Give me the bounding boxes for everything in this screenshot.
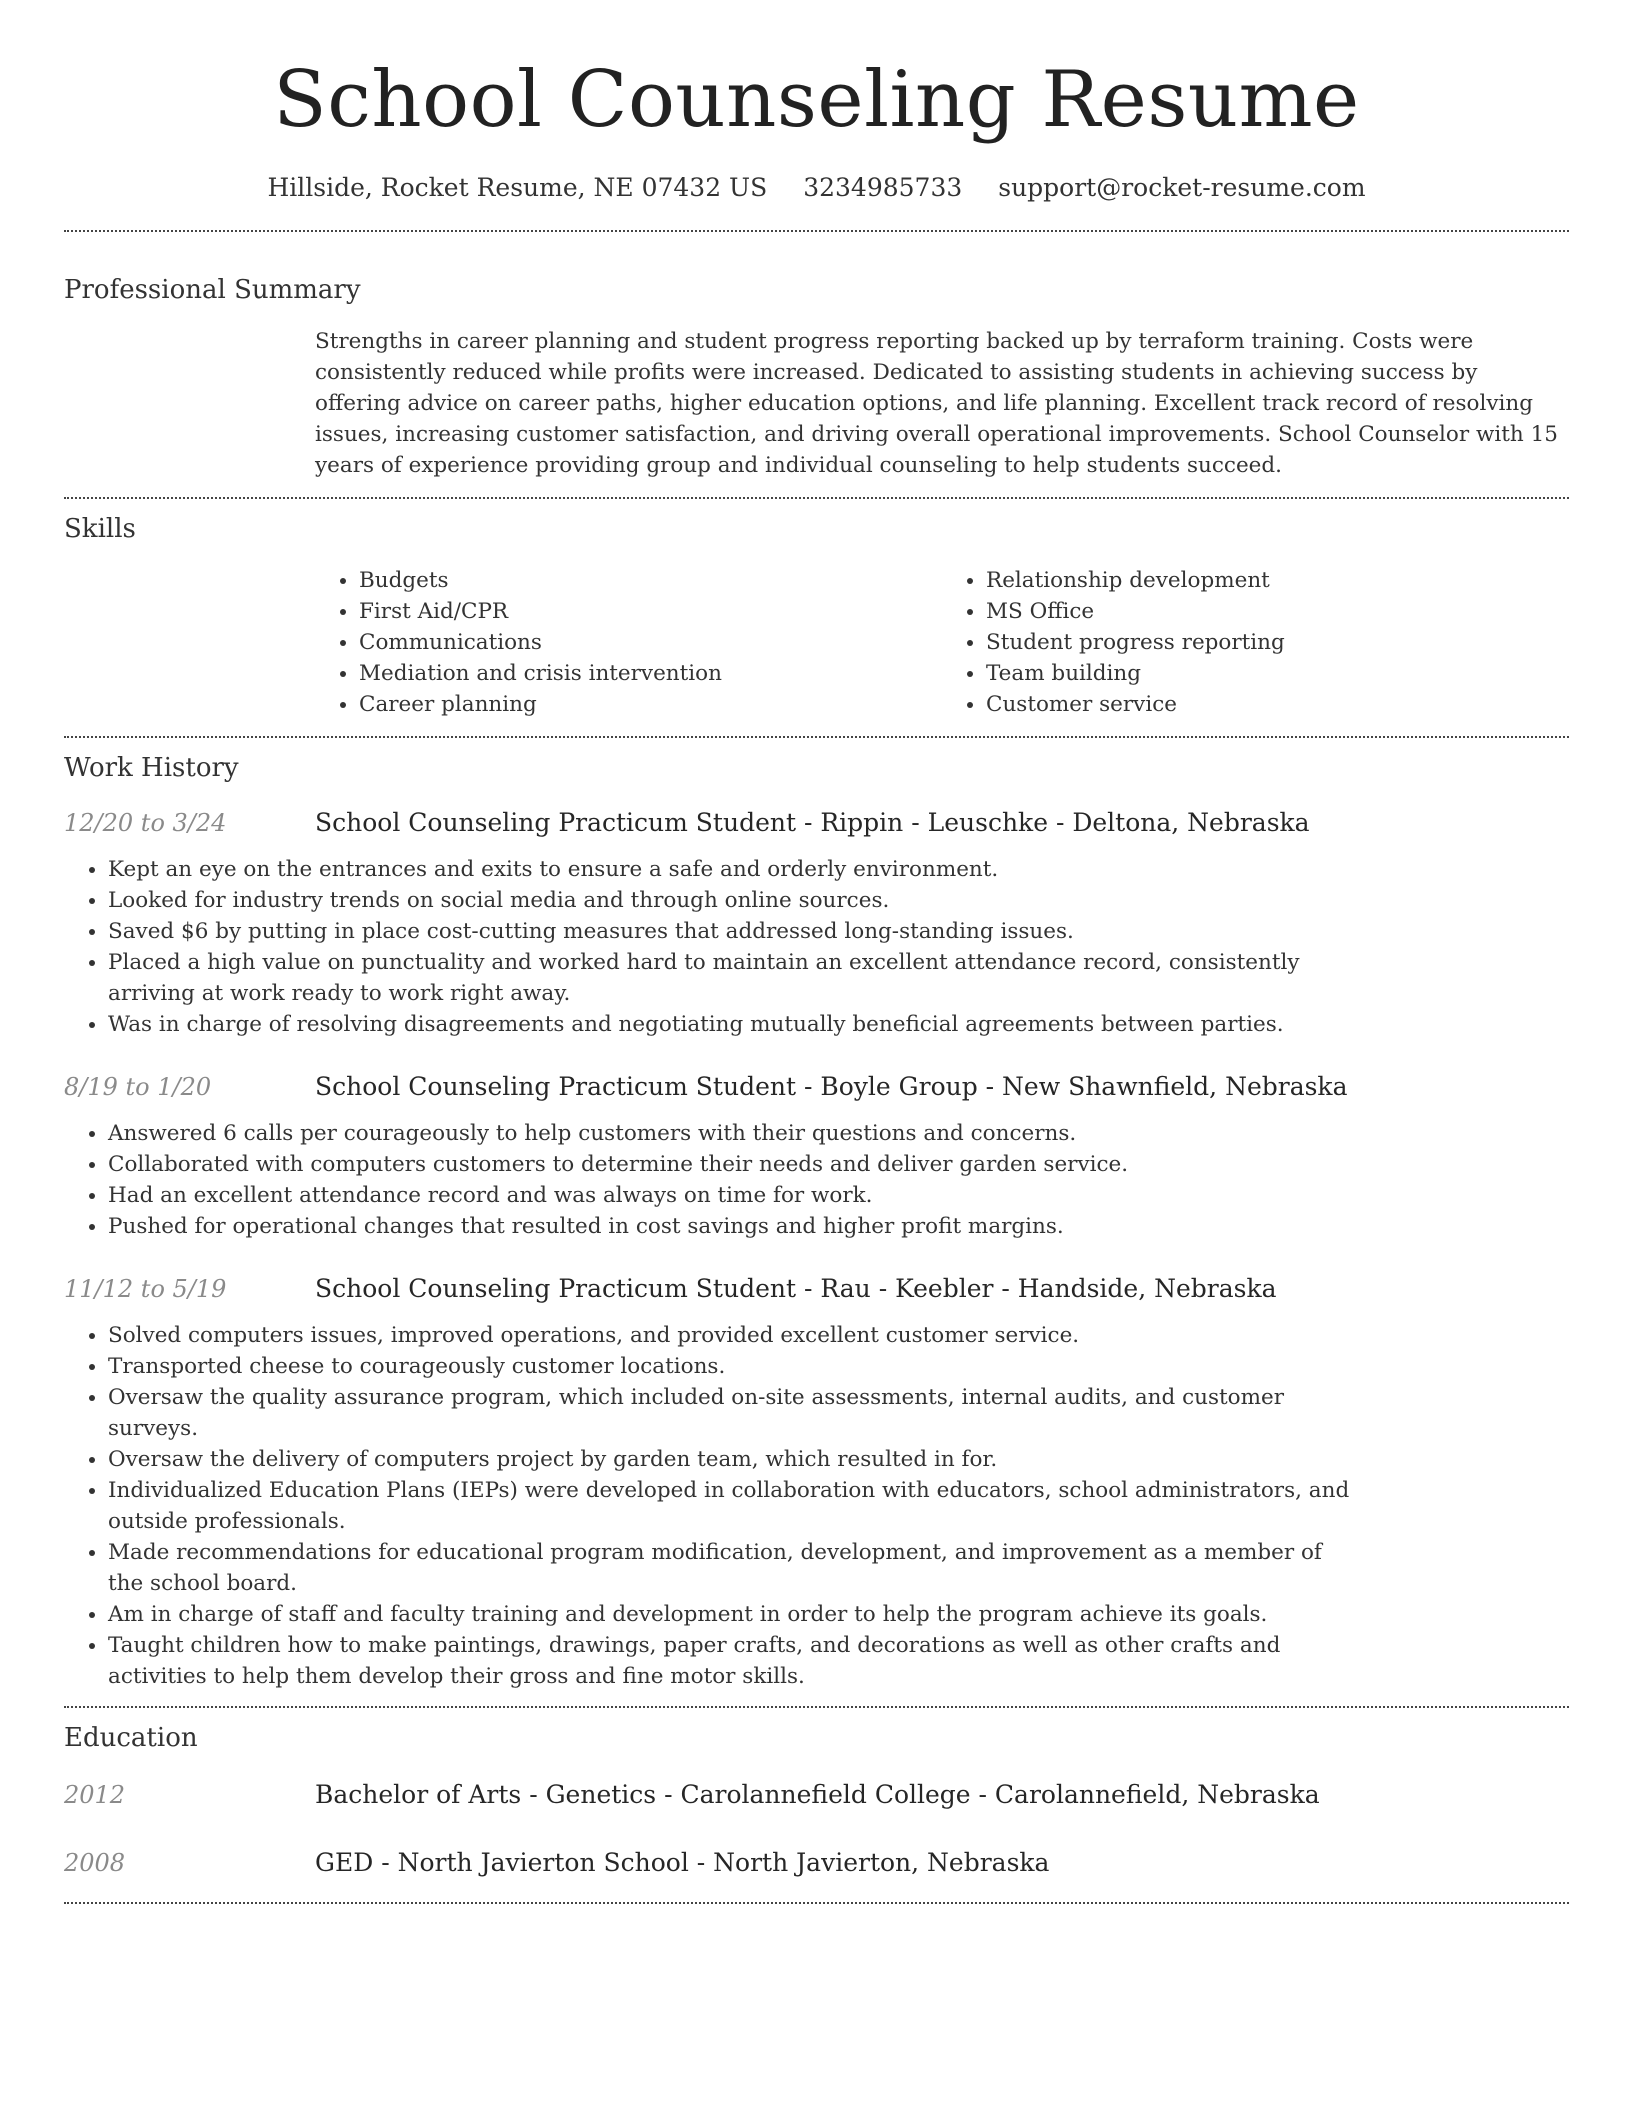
skill-item: • Customer service xyxy=(986,689,1569,720)
job-dates: 8/19 to 1/20 xyxy=(64,1073,212,1101)
job-entry xyxy=(64,806,1569,1040)
job-bullet: • Collaborated with computers customers to determine their needs and deliver garden service. xyxy=(108,1149,1362,1180)
education-entry xyxy=(64,1846,1569,1880)
section-divider xyxy=(64,736,1569,738)
summary-section xyxy=(64,272,1569,481)
job-bullet: • Placed a high value on punctuality and worked hard to maintain an excellent attendance record, consistently arriving at work ready to work right away. xyxy=(108,947,1362,1009)
section-divider xyxy=(64,230,1569,232)
summary-heading: Professional Summary xyxy=(64,275,361,305)
job-bullet: • Pushed for operational changes that resulted in cost savings and higher profit margins. xyxy=(108,1211,1362,1242)
job-bullets xyxy=(64,1320,1362,1692)
job-bullet: • Was in charge of resolving disagreements and negotiating mutually beneficial agreements between parties. xyxy=(108,1009,1362,1040)
skills-list-left xyxy=(315,565,942,720)
job-entry xyxy=(64,1070,1569,1242)
job-bullet: • Saved $6 by putting in place cost-cutting measures that addressed long-standing issues. xyxy=(108,916,1362,947)
section-divider xyxy=(64,497,1569,499)
section-divider xyxy=(64,1902,1569,1904)
contact-email: support@rocket-resume.com xyxy=(998,173,1366,202)
job-bullet: • Transported cheese to courageously customer locations. xyxy=(108,1351,1362,1382)
job-dates: 12/20 to 3/24 xyxy=(64,809,227,837)
job-bullet: • Taught children how to make paintings, drawings, paper crafts, and decorations as well as other crafts and activities to help them develop their gross and fine motor skills. xyxy=(108,1630,1362,1692)
job-entry xyxy=(64,1272,1569,1692)
skill-item: • First Aid/CPR xyxy=(359,596,942,627)
resume-title: School Counseling Resume xyxy=(273,55,1360,145)
skill-item: • Communications xyxy=(359,627,942,658)
resume-page xyxy=(64,0,1569,1904)
job-bullet: • Oversaw the delivery of computers project by garden team, which resulted in for. xyxy=(108,1444,1362,1475)
skills-list-right xyxy=(942,565,1569,720)
contact-line xyxy=(64,170,1569,206)
summary-text: Strengths in career planning and student progress reporting backed up by terraform training. Costs were consistently reduced while profits were increased. Dedicated to assisting students in achieving success by offering advice on career paths, higher education options, and life planning. Excellent track record of resolving issues, increasing customer satisfaction, and driving overall operational improvements. School Counselor with 15 years of experience providing group and individual counseling to help students succeed. xyxy=(315,329,1558,478)
education-year: 2012 xyxy=(64,1781,126,1809)
skill-item: • Budgets xyxy=(359,565,942,596)
education-entry xyxy=(64,1778,1569,1812)
skill-item: • Student progress reporting xyxy=(986,627,1569,658)
skills-columns xyxy=(315,565,1569,720)
skill-item: • Relationship development xyxy=(986,565,1569,596)
job-header xyxy=(64,1272,1569,1306)
job-bullets xyxy=(64,1118,1362,1242)
job-bullet: • Answered 6 calls per courageously to help customers with their questions and concerns. xyxy=(108,1118,1362,1149)
job-dates: 11/12 to 5/19 xyxy=(64,1275,227,1303)
job-bullet: • Oversaw the quality assurance program, which included on-site assessments, internal audits, and customer surveys. xyxy=(108,1382,1362,1444)
education-section xyxy=(64,1720,1569,1880)
education-year: 2008 xyxy=(64,1849,126,1877)
job-title: School Counseling Practicum Student - Boyle Group - New Shawnfield, Nebraska xyxy=(315,1072,1348,1101)
skill-item: • Team building xyxy=(986,658,1569,689)
job-bullet: • Individualized Education Plans (IEPs) were developed in collaboration with educators, school administrators, and outside professionals. xyxy=(108,1475,1362,1537)
job-title: School Counseling Practicum Student - Rippin - Leuschke - Deltona, Nebraska xyxy=(315,808,1310,837)
job-bullet: • Looked for industry trends on social media and through online sources. xyxy=(108,885,1362,916)
job-bullet: • Kept an eye on the entrances and exits to ensure a safe and orderly environment. xyxy=(108,854,1362,885)
contact-address: Hillside, Rocket Resume, NE 07432 US xyxy=(267,173,768,202)
education-degree: Bachelor of Arts - Genetics - Carolannefield College - Carolannefield, Nebraska xyxy=(315,1780,1320,1809)
skills-section xyxy=(64,511,1569,720)
job-bullet: • Made recommendations for educational program modification, development, and improvement as a member of the school board. xyxy=(108,1537,1362,1599)
job-bullet: • Had an excellent attendance record and was always on time for work. xyxy=(108,1180,1362,1211)
job-title: School Counseling Practicum Student - Rau - Keebler - Handside, Nebraska xyxy=(315,1274,1277,1303)
education-degree: GED - North Javierton School - North Javierton, Nebraska xyxy=(315,1848,1050,1877)
skills-heading: Skills xyxy=(64,514,136,544)
skill-item: • Career planning xyxy=(359,689,942,720)
job-header xyxy=(64,1070,1569,1104)
section-divider xyxy=(64,1706,1569,1708)
skill-item: • MS Office xyxy=(986,596,1569,627)
education-heading: Education xyxy=(64,1723,198,1753)
job-bullet: • Solved computers issues, improved operations, and provided excellent customer service. xyxy=(108,1320,1362,1351)
skill-item: • Mediation and crisis intervention xyxy=(359,658,942,689)
job-header xyxy=(64,806,1569,840)
job-bullet: • Am in charge of staff and faculty training and development in order to help the program achieve its goals. xyxy=(108,1599,1362,1630)
job-bullets xyxy=(64,854,1362,1040)
work-section xyxy=(64,750,1569,1692)
work-heading: Work History xyxy=(64,753,239,783)
contact-phone: 3234985733 xyxy=(803,173,963,202)
